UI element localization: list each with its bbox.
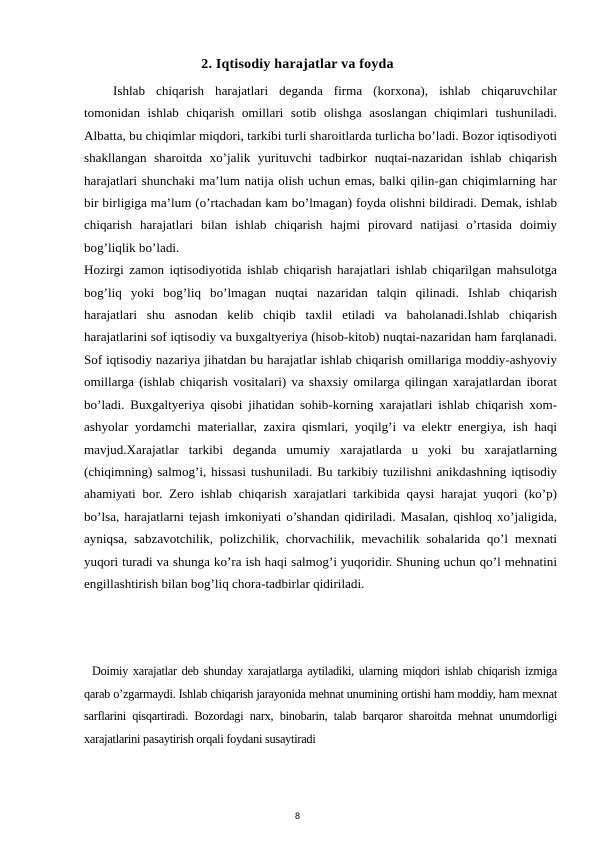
paragraph-3: Doimiy xarajatlar deb shunday xarajatlarga aytiladiki, ularning miqdori ishlab chiqarish izmiga qarab o’zgarmaydi. Ishlab chiqarish jarayonida mehnat unumining ortishi ham moddiy, ham mexnat sarflarini qisqartiradi. Bozordagi narx, binobarin, talab barqaror sharoitda mehnat unumdorligi xarajatlarini pasaytirish orqali foydani susaytiradi xyxy=(84,664,557,746)
paragraph-2: Hozirgi zamon iqtisodiyotida ishlab chiqarish harajatlari ishlab chiqarilgan mahsulotga bog’liq yoki bog’liq bo’lmagan nuqtai nazaridan talqin qilinadi. Ishlab chiqarish harajatlari shu asnodan kelib chiqib taxlil etiladi va baholanadi.Ishlab chiqarish harajatlarini sof iqtisodiy va buxgaltyeriya (hisob-kitob) nuqtai-nazaridan ham farqlanadi. Sof iqtisodiy nazariya jihatdan bu harajatlar ishlab chiqarish omillariga moddiy-ashyoviy omillarga (ishlab chiqarish vositalari) va shaxsiy omilarga qilingan xarajatlardan iborat bo’ladi. Buxgaltyeriya qisobi jihatidan sohib-korning xarajatlari ishlab chiqarish xom-ashyolar yordamchi materiallar, zaxira qismlari, yoqilg’i va elektr energiya, ish haqi mavjud.Xarajatlar tarkibi deganda umumiy xarajatlarda u yoki bu xarajatlarning (chiqimning) salmog’i, hissasi tushuniladi. Bu tarkibiy tuzilishni anikdashning iqtisodiy ahamiyati bor. Zero ishlab chiqarish xarajatlari tarkibida qaysi harajat yuqori (ko’p) bo’lsa, harajatlarni tejash imkoniyati o’shandan qidiriladi. Masalan, qishloq xo’jaligida, ayniqsa, sabzavotchilik, polizchilik, chorvachilik, mevachilik sohalarida qo’l mexnati yuqori turadi va shunga ko’ra ish haqi salmog’i yuqoridir. Shuning uchun qo’l mehnatini engillashtirish bilan bog’liq chora-tadbirlar qidiriladi. xyxy=(84,262,557,591)
section-title: 2. Iqtisodiy harajatlar va foyda xyxy=(201,57,394,72)
body-text xyxy=(84,80,557,595)
paragraph-1: Ishlab chiqarish harajatlari deganda firma (korxona), ishlab chiqaruvchilar tomonidan ishlab chiqarish omillari sotib olishga asoslangan chiqimlari tushuniladi. Albatta, bu chiqimlar miqdori, tarkibi turli sharoitlarda turlicha bo’ladi. Bozor iqtisodiyoti shakllangan sharoitda xo’jalik yurituvchi tadbirkor nuqtai-nazaridan ishlab chiqarish harajatlari shunchaki ma’lum natija olish uchun emas, balki qilin-gan chiqimlarning har bir birligiga ma’lum (o’rtachadan kam bo’lmagan) foyda olishni bildiradi. Demak, ishlab chiqarish harajatlari bilan ishlab chiqarish hajmi pirovard natijasi o’rtasida doimiy bog’liqlik bo’ladi. xyxy=(84,83,557,255)
closing-text xyxy=(84,660,557,750)
page-number: 8 xyxy=(294,811,300,821)
